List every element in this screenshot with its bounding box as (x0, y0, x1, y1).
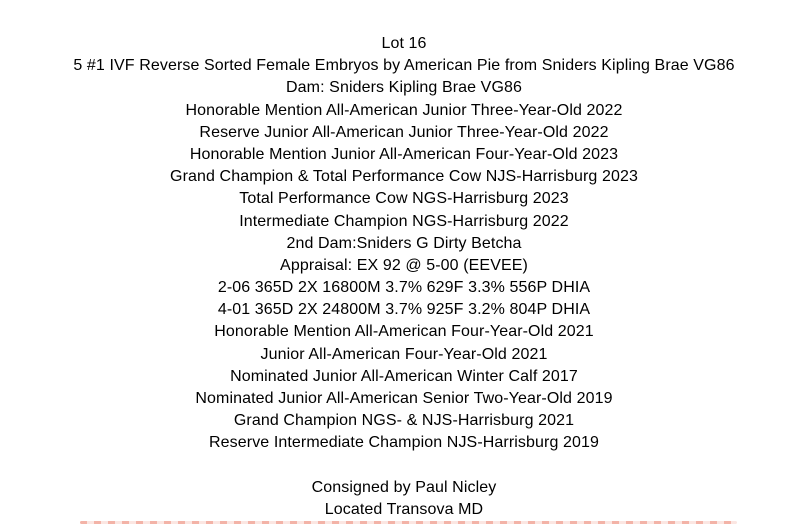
lot-description: 5 #1 IVF Reverse Sorted Female Embryos by American Pie from Sniders Kipling Brae VG86 (73, 57, 735, 75)
second-dam-award: Nominated Junior All-American Senior Two-Year-Old 2019 (195, 390, 613, 407)
dam-award: Intermediate Champion NGS-Harrisburg 2022 (239, 212, 569, 230)
consignor: Consigned by Paul Nicley (311, 478, 497, 496)
second-dam-award: Grand Champion NGS- & NJS-Harrisburg 2021 (233, 412, 575, 430)
lot-number: Lot 16 (381, 35, 427, 52)
dam-award: Reserve Junior All-American Junior Three-Year-Old 2022 (199, 123, 609, 141)
second-dam-award: Nominated Junior All-American Winter Calf 2017 (230, 367, 578, 385)
dam-award: Grand Champion & Total Performance Cow NJS-Harrisburg 2023 (170, 168, 638, 186)
lot-listing (0, 33, 808, 521)
second-dam-award: Junior All-American Four-Year-Old 2021 (260, 345, 548, 363)
dam-award: Honorable Mention Junior All-American Four-Year-Old 2023 (189, 145, 619, 163)
second-dam-award: Honorable Mention All-American Four-Year-Old 2021 (214, 323, 594, 341)
dam-award: Honorable Mention All-American Junior Three-Year-Old 2022 (185, 101, 623, 119)
blank-line (0, 455, 808, 477)
dam-name: Dam: Sniders Kipling Brae VG86 (286, 79, 522, 97)
second-dam-name: 2nd Dam:Sniders G Dirty Betcha (286, 234, 522, 252)
appraisal: Appraisal: EX 92 @ 5-00 (EEVEE) (280, 256, 528, 274)
production-record: 4-01 365D 2X 24800M 3.7% 925F 3.2% 804P DHIA (217, 301, 591, 319)
second-dam-award: Reserve Intermediate Champion NJS-Harrisburg 2019 (209, 434, 599, 452)
dam-award: Total Performance Cow NGS-Harrisburg 2023 (239, 190, 569, 208)
location: Located Transova MD (324, 500, 484, 518)
production-record: 2-06 365D 2X 16800M 3.7% 629F 3.3% 556P DHIA (217, 279, 591, 297)
spellcheck-underline (80, 521, 737, 524)
